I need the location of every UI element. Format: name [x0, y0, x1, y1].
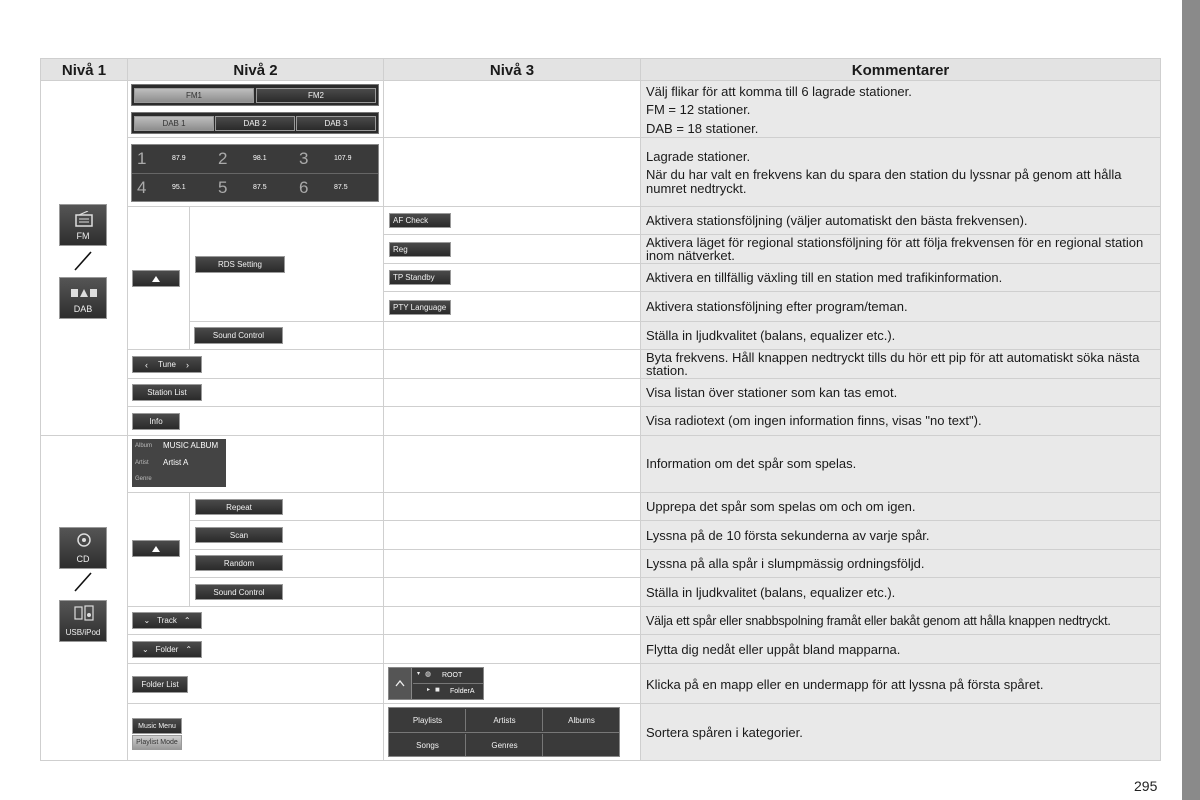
dab-source-label: DAB: [73, 304, 93, 314]
level2-info-cell: [127, 406, 384, 436]
comment-cell-sound: [640, 321, 1161, 350]
radio-icon: [75, 211, 93, 227]
preset-button-3[interactable]: [296, 146, 376, 172]
preset-frequency: 107.9: [334, 155, 352, 162]
level2-folder-cell: [127, 634, 384, 664]
category-genres[interactable]: Genres: [467, 734, 543, 756]
comment-text: Flytta dig nedåt eller uppåt bland mapparna.: [646, 642, 901, 657]
preset-button-4[interactable]: [134, 175, 214, 201]
folder-a-label[interactable]: FolderA: [450, 688, 475, 695]
track-label: Track: [157, 616, 177, 625]
level2-random-cell: [189, 549, 384, 578]
level3-empty-cell: [383, 349, 641, 379]
chevron-right-icon: ›: [185, 359, 189, 370]
comment-cell-random: [640, 549, 1161, 578]
comment-cell-reg: [640, 234, 1161, 264]
fm-source-label: FM: [76, 231, 90, 241]
preset-button-2[interactable]: [215, 146, 295, 172]
level2-sound2-cell: [189, 577, 384, 607]
af-check-button[interactable]: AF Check: [389, 213, 451, 228]
tab-fm2[interactable]: FM2: [256, 88, 376, 103]
level3-empty-cell: [383, 549, 641, 578]
tab-dab1[interactable]: DAB 1: [134, 116, 214, 131]
comment-cell-presets: [640, 137, 1161, 207]
level2-musicmenu-cell: [127, 703, 384, 761]
level3-af-cell: [383, 206, 641, 235]
comment-cell-stationlist: [640, 378, 1161, 407]
page-edge-tab: [1182, 0, 1200, 800]
comment-text: DAB = 18 stationer.: [646, 121, 759, 136]
comment-text: Aktivera en tillfällig växling till en station med trafikinformation.: [646, 270, 1003, 285]
level3-folderlist-cell: [383, 663, 641, 704]
fm-source-button[interactable]: [59, 204, 107, 246]
comment-text: Lyssna på alla spår i slumpmässig ordningsföljd.: [646, 556, 925, 571]
tune-button[interactable]: [132, 356, 202, 373]
level2-stationlist-cell: [127, 378, 384, 407]
category-songs[interactable]: Songs: [390, 734, 466, 756]
chevron-up-icon: [395, 680, 405, 687]
comment-text: Ställa in ljudkvalitet (balans, equalizer etc.).: [646, 585, 896, 600]
header-label: Nivå 2: [233, 62, 278, 79]
comment-text: Sortera spåren i kategorier.: [646, 725, 803, 740]
pty-language-button[interactable]: PTY Language: [389, 300, 451, 315]
music-menu-button[interactable]: Music Menu: [132, 718, 182, 734]
tune-label: Tune: [158, 360, 176, 369]
level3-empty-cell: [383, 137, 641, 207]
dab-signal-icon: [70, 286, 98, 298]
header-col-level2: [127, 58, 384, 81]
cd-folder-icon: ◍: [425, 671, 432, 678]
folder-tree-panel: [388, 667, 484, 700]
preset-number: 5: [218, 178, 228, 197]
usb-ipod-icon: [74, 605, 94, 621]
fm-tab-bar: [131, 84, 379, 106]
comment-text: Byta frekvens. Håll knappen nedtryckt tills du hör ett pip för att automatiskt söka nästa station.: [646, 350, 1140, 378]
comment-cell-tp: [640, 263, 1161, 292]
sound-control-button[interactable]: Sound Control: [194, 327, 283, 344]
header-col-level1: [40, 58, 128, 81]
comment-cell-folderlist: [640, 663, 1161, 704]
level2-rds-cell: [189, 206, 384, 322]
comment-text: Visa listan över stationer som kan tas emot.: [646, 385, 898, 400]
comment-cell-folder: [640, 634, 1161, 664]
header-col-comments: [640, 58, 1161, 81]
level2-options-cell: [127, 206, 190, 350]
info-button[interactable]: Info: [132, 413, 180, 430]
chevron-left-icon: ‹: [145, 359, 149, 370]
level1-media-cell: [40, 435, 128, 761]
folder-icon: ■: [435, 685, 440, 694]
category-artists[interactable]: Artists: [467, 709, 543, 731]
preset-number: 4: [137, 178, 147, 197]
options-up-button[interactable]: [132, 270, 180, 287]
comment-text: Aktivera stationsföljning efter program/teman.: [646, 299, 908, 314]
comment-text: Aktivera stationsföljning (väljer automatiskt den bästa frekvensen).: [646, 213, 1028, 228]
comment-text: Ställa in ljudkvalitet (balans, equalizer etc.).: [646, 328, 896, 343]
level2-folderlist-cell: [127, 663, 384, 704]
level3-empty-cell: [383, 80, 641, 138]
album-value: MUSIC ALBUM: [163, 441, 219, 450]
preset-divider: [132, 173, 378, 174]
comment-text: FM = 12 stationer.: [646, 102, 751, 117]
level3-empty-cell: [383, 406, 641, 436]
station-list-button[interactable]: Station List: [132, 384, 202, 401]
level3-reg-cell: [383, 234, 641, 264]
comment-text: Visa radiotext (om ingen information finns, visas "no text").: [646, 413, 982, 428]
header-label: Nivå 1: [61, 62, 107, 79]
level2-media-options-cell: [127, 492, 190, 607]
level2-repeat-cell: [189, 492, 384, 521]
tp-standby-button[interactable]: TP Standby: [389, 270, 451, 285]
triangle-up-icon: [152, 276, 160, 282]
category-grid: [388, 707, 620, 757]
page-number: 295: [1134, 778, 1158, 794]
preset-number: 3: [299, 149, 309, 168]
comment-text: Information om det spår som spelas.: [646, 456, 857, 471]
level3-pty-cell: [383, 291, 641, 322]
usb-ipod-source-label: USB/iPod: [65, 628, 101, 637]
header-col-level3: [383, 58, 641, 81]
artist-label: Artist: [135, 460, 149, 466]
root-folder-label[interactable]: ROOT: [442, 672, 463, 679]
chevron-down-icon: ⌄: [143, 616, 151, 625]
level2-trackinfo-cell: [127, 435, 384, 493]
usb-ipod-source-button[interactable]: [59, 600, 107, 642]
category-divider: [389, 732, 619, 733]
folder-list-button[interactable]: Folder List: [132, 676, 188, 693]
chevron-up-icon: ⌃: [185, 645, 193, 654]
dab-source-button[interactable]: [59, 277, 107, 319]
repeat-button[interactable]: Repeat: [195, 499, 283, 515]
preset-frequency: 87.5: [253, 184, 267, 191]
track-button[interactable]: [132, 612, 202, 629]
level3-empty-cell: [383, 634, 641, 664]
preset-button-5[interactable]: [215, 175, 295, 201]
tree-collapse-icon: ▸: [427, 687, 431, 693]
comment-cell-info: [640, 406, 1161, 436]
level2-sound-cell: [189, 321, 384, 350]
folder-button[interactable]: [132, 641, 202, 658]
comment-text: Aktivera läget för regional stationsföljning för att följa frekvensen för en regional station inom nätverket.: [646, 235, 1144, 263]
dab-tab-bar: [131, 112, 379, 134]
category-playlists[interactable]: Playlists: [390, 709, 466, 731]
comment-cell-track: [640, 606, 1161, 635]
slash-divider: [73, 572, 93, 592]
preset-number: 6: [299, 178, 309, 197]
artist-value: Artist A: [163, 458, 189, 467]
preset-button-6[interactable]: [296, 175, 376, 201]
comment-cell-trackinfo: [640, 435, 1161, 493]
comment-cell-repeat: [640, 492, 1161, 521]
tree-expand-icon: ▾: [417, 671, 421, 677]
playlist-mode-button[interactable]: Playlist Mode: [132, 735, 182, 750]
disc-icon: [77, 533, 91, 547]
track-info-panel: [132, 439, 226, 487]
random-button[interactable]: Random: [195, 555, 283, 571]
tab-fm1[interactable]: FM1: [134, 88, 254, 103]
folder-back-button[interactable]: [389, 668, 412, 699]
level3-categories-cell: [383, 703, 641, 761]
comment-text: Upprepa det spår som spelas om och om igen.: [646, 499, 916, 514]
header-label: Nivå 3: [489, 62, 535, 79]
tree-divider: [413, 683, 483, 684]
comment-text: Klicka på en mapp eller en undermapp för att lyssna på första spåret.: [646, 677, 1044, 692]
comment-text: När du har valt en frekvens kan du spara den station du lyssnar på genom att hålla numret nedtryckt.: [646, 167, 1122, 196]
level3-empty-cell: [383, 492, 641, 521]
level3-empty-cell: [383, 520, 641, 550]
comment-cell-sound2: [640, 577, 1161, 607]
album-label: Album: [135, 443, 153, 449]
comment-text: Lagrade stationer.: [646, 149, 751, 164]
comment-cell-scan: [640, 520, 1161, 550]
rds-setting-button[interactable]: RDS Setting: [195, 256, 285, 273]
preset-frequency: 95.1: [172, 184, 186, 191]
comment-text: Lyssna på de 10 första sekunderna av varje spår.: [646, 528, 930, 543]
reg-button[interactable]: Reg: [389, 242, 451, 257]
genre-label: Genre: [135, 476, 152, 482]
comment-text: Välj flikar för att komma till 6 lagrade stationer.: [646, 84, 912, 99]
preset-frequency: 87.9: [172, 155, 186, 162]
comment-text: Välja ett spår eller snabbspolning framåt eller bakåt genom att hålla knappen nedtryckt.: [646, 614, 1111, 628]
comment-cell-tune: [640, 349, 1161, 379]
category-albums[interactable]: Albums: [568, 715, 595, 725]
level3-empty-cell: [383, 577, 641, 607]
triangle-up-icon: [152, 546, 160, 552]
sound-control-button[interactable]: Sound Control: [195, 584, 283, 600]
preset-frequency: 87.5: [334, 184, 348, 191]
level3-empty-cell: [383, 606, 641, 635]
level3-empty-cell: [383, 321, 641, 350]
comment-cell-af: [640, 206, 1161, 235]
tab-dab3[interactable]: DAB 3: [296, 116, 376, 131]
media-options-up-button[interactable]: [132, 540, 180, 557]
chevron-up-icon: ⌃: [183, 616, 191, 625]
level3-empty-cell: [383, 378, 641, 407]
preset-number: 2: [218, 149, 228, 168]
level2-tune-cell: [127, 349, 384, 379]
level3-empty-cell: [383, 435, 641, 493]
level3-tp-cell: [383, 263, 641, 292]
folder-label: Folder: [155, 645, 179, 654]
scan-button[interactable]: Scan: [195, 527, 283, 543]
preset-button-1[interactable]: [134, 146, 214, 172]
comment-cell-pty: [640, 291, 1161, 322]
slash-divider: [73, 251, 93, 271]
chevron-down-icon: ⌄: [141, 645, 149, 654]
level2-scan-cell: [189, 520, 384, 550]
preset-grid: [131, 144, 379, 202]
preset-number: 1: [137, 149, 147, 168]
level2-track-cell: [127, 606, 384, 635]
comment-cell-sort: [640, 703, 1161, 761]
comment-cell-tabs: [640, 80, 1161, 138]
header-label: Kommentarer: [851, 62, 950, 79]
cd-source-label: CD: [76, 554, 90, 564]
tab-dab2[interactable]: DAB 2: [215, 116, 295, 131]
cd-source-button[interactable]: [59, 527, 107, 569]
preset-frequency: 98.1: [253, 155, 267, 162]
